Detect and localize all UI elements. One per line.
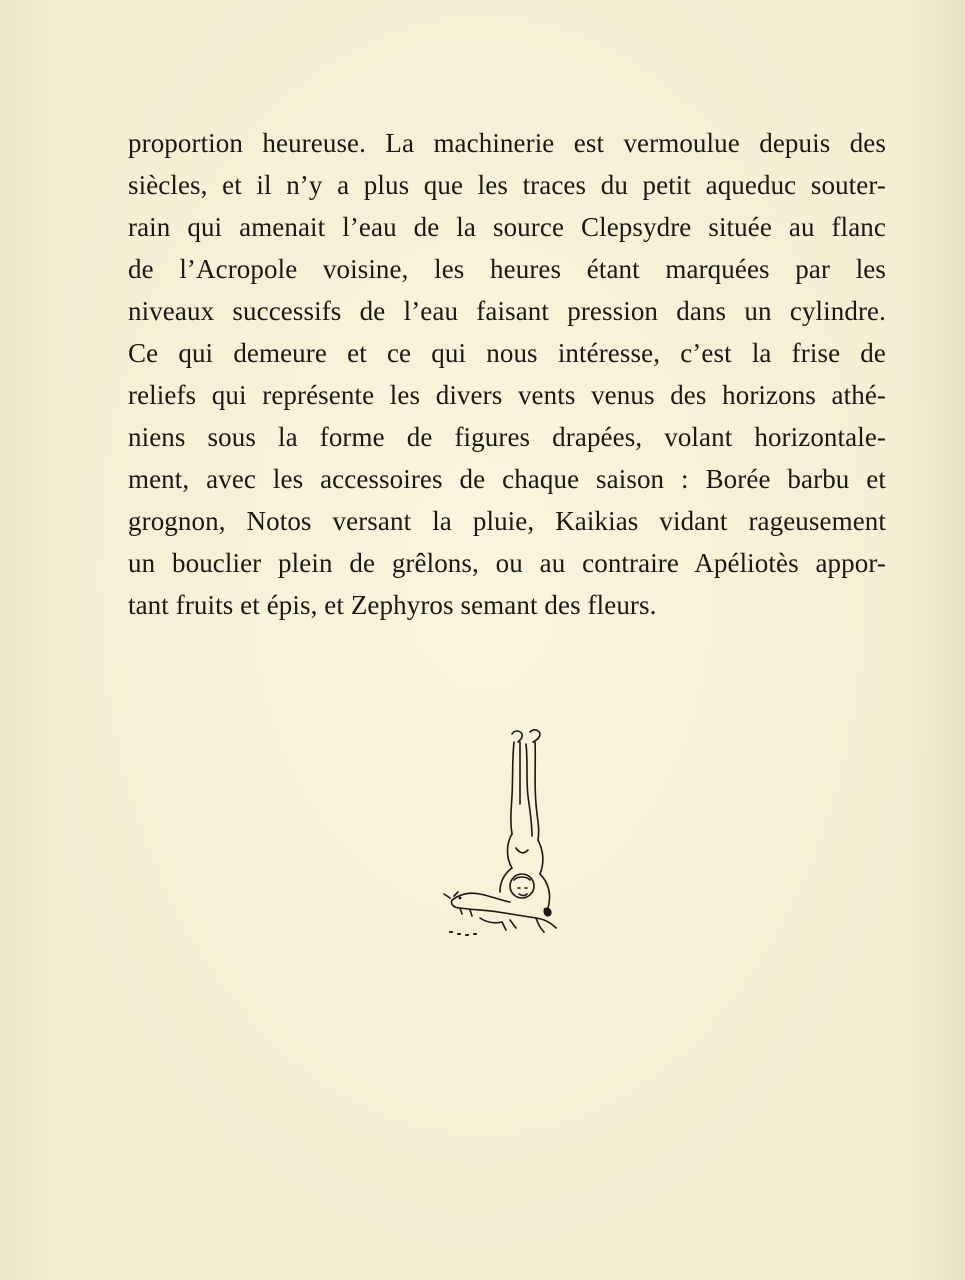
text-line-12: tant fruits et épis, et Zephyros semant des fleurs. (128, 590, 657, 620)
text-line-8: niens sous la forme de figures drapées, volant horizontale- (128, 422, 886, 452)
handstand-figure-icon (440, 722, 560, 944)
text-line-4: de l’Acropole voisine, les heures étant marquées par les (128, 254, 886, 284)
text-line-5: niveaux successifs de l’eau faisant pression dans un cylindre. (128, 296, 886, 326)
text-line-10: grognon, Notos versant la pluie, Kaikias vidant rageusement (128, 506, 886, 536)
text-line-11: un bouclier plein de grêlons, ou au contraire Apéliotès appor- (128, 548, 886, 578)
text-line-9: ment, avec les accessoires de chaque saison : Borée barbu et (128, 464, 886, 494)
text-line-6: Ce qui demeure et ce qui nous intéresse, c’est la frise de (128, 338, 886, 368)
text-line-2: siècles, et il n’y a plus que les traces du petit aqueduc souter- (128, 170, 886, 200)
text-line-7: reliefs qui représente les divers vents venus des horizons athé- (128, 380, 886, 410)
body-paragraph (128, 122, 886, 626)
text-line-3: rain qui amenait l’eau de la source Clepsydre située au flanc (128, 212, 886, 242)
text-line-1: proportion heureuse. La machinerie est vermoulue depuis des (128, 128, 886, 158)
